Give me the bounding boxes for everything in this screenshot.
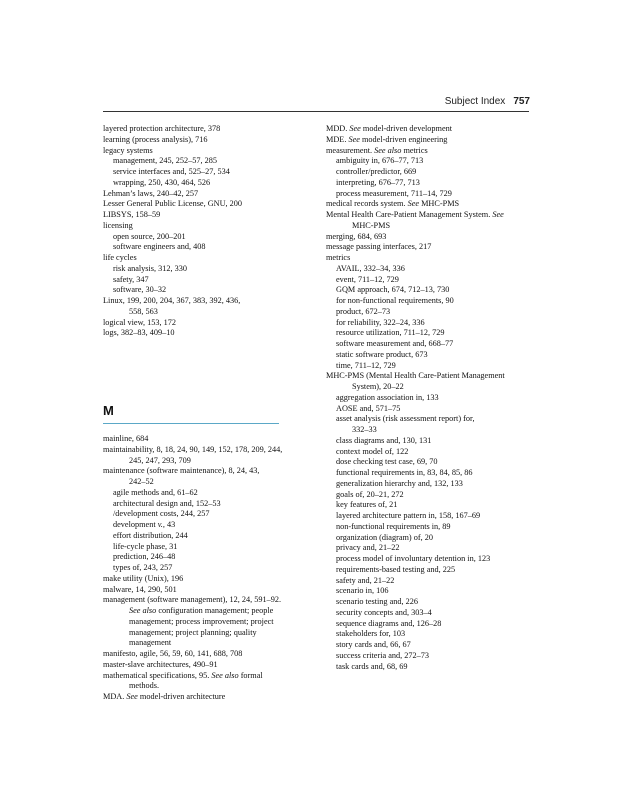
index-entry: time, 711–12, 729	[336, 360, 396, 370]
index-entry: GQM approach, 674, 712–13, 730	[336, 285, 450, 295]
index-entry: for non-functional requirements, 90	[336, 296, 454, 305]
index-entry: learning (process analysis), 716	[103, 134, 208, 144]
index-entry: See also configuration management; people	[129, 606, 274, 615]
index-entry: legacy systems	[103, 145, 153, 155]
index-entry: class diagrams and, 130, 131	[336, 435, 432, 445]
index-entry: management; process improvement; project	[129, 616, 274, 626]
index-entry: 558, 563	[129, 306, 158, 316]
index-entry: mainline, 684	[103, 434, 149, 443]
index-entry: life-cycle phase, 31	[113, 541, 178, 551]
index-entry: layered protection architecture, 378	[103, 124, 221, 133]
index-entry: life cycles	[103, 253, 137, 262]
index-entry: dose checking test case, 69, 70	[336, 457, 438, 467]
page-number: 757	[513, 96, 530, 107]
index-entry: prediction, 246–48	[113, 552, 176, 562]
index-entry: Lehman’s laws, 240–42, 257	[103, 188, 199, 198]
index-entry: MDD. See model-driven development	[326, 124, 453, 133]
index-entry: functional requirements in, 83, 84, 85, 86	[336, 468, 473, 477]
index-entry: sequence diagrams and, 126–28	[336, 618, 442, 628]
index-entry: stakeholders for, 103	[336, 629, 406, 639]
index-entry: generalization hierarchy and, 132, 133	[336, 478, 463, 488]
index-entry: 245, 247, 293, 709	[129, 455, 191, 465]
index-entry: master-slave architectures, 490–91	[103, 659, 218, 669]
index-entry: context model of, 122	[336, 446, 409, 456]
index-entry: layered architecture pattern in, 158, 167–69	[336, 511, 481, 520]
index-entry: LIBSYS, 158–59	[103, 210, 161, 219]
index-entry: aggregation association in, 133	[336, 392, 439, 402]
index-entry: product, 672–73	[336, 306, 391, 316]
index-entry: software engineers and, 408	[113, 242, 206, 252]
index-entry: mathematical specifications, 95. See also formal	[103, 670, 263, 680]
index-entry: safety, 347	[113, 274, 149, 284]
index-entry: static software product, 673	[336, 349, 428, 359]
index-entry: types of, 243, 257	[113, 563, 173, 572]
index-entry: story cards and, 66, 67	[336, 640, 411, 649]
index-entry: methods.	[129, 681, 160, 691]
index-entry: management (software management), 12, 24, 591–92.	[103, 595, 282, 605]
index-entry: merging, 684, 693	[326, 231, 387, 241]
index-entry: management; project planning; quality	[129, 627, 257, 637]
index-entry: success criteria and, 272–73	[336, 650, 430, 660]
index-entry: AOSE and, 571–75	[336, 403, 401, 413]
index-entry: organization (diagram) of, 20	[336, 532, 433, 542]
index-entry: event, 711–12, 729	[336, 274, 399, 284]
index-entry: medical records system. See MHC-PMS	[326, 199, 460, 209]
index-entry: System), 20–22	[352, 382, 404, 391]
entries-m-right	[326, 124, 531, 672]
index-entry: logical view, 153, 172	[103, 317, 177, 327]
header-rule	[103, 111, 529, 112]
index-entry: management	[129, 638, 172, 648]
index-entry: 242–52	[129, 477, 154, 486]
index-entry: ambiguity in, 676–77, 713	[336, 156, 424, 166]
right-column	[326, 124, 531, 672]
index-entry: wrapping, 250, 430, 464, 526	[113, 177, 211, 187]
index-entry: logs, 382–83, 409–10	[103, 328, 175, 338]
index-entry: /development costs, 244, 257	[113, 509, 210, 519]
index-entry: Linux, 199, 200, 204, 367, 383, 392, 436,	[103, 296, 241, 305]
index-entry: MDE. See model-driven engineering	[326, 134, 448, 144]
index-entry: 332–33	[352, 425, 377, 434]
section-rule	[103, 423, 279, 424]
index-entry: non-functional requirements in, 89	[336, 521, 451, 531]
index-entry: open source, 200–201	[113, 231, 186, 241]
index-entry: safety and, 21–22	[336, 575, 395, 585]
index-entry: scenario in, 106	[336, 586, 389, 596]
index-entry: MHC-PMS (Mental Health Care-Patient Management	[326, 371, 505, 381]
index-entry: goals of, 20–21, 272	[336, 489, 404, 499]
index-entry: management, 245, 252–57, 285	[113, 156, 218, 166]
index-entry: Mental Health Care-Patient Management System. See	[326, 210, 504, 219]
section-gap	[103, 339, 303, 403]
index-entry: Lesser General Public License, GNU, 200	[103, 199, 243, 209]
index-entry: metrics	[326, 253, 351, 262]
header-title: Subject Index	[444, 96, 506, 107]
index-entry: requirements-based testing and, 225	[336, 564, 456, 574]
index-entry: licensing	[103, 220, 133, 230]
index-entry: architectural design and, 152–53	[113, 498, 221, 508]
entries-l	[103, 124, 303, 339]
index-entry: key features of, 21	[336, 500, 398, 510]
index-entry: privacy and, 21–22	[336, 543, 400, 553]
index-entry: software, 30–32	[113, 285, 167, 295]
index-entry: make utility (Unix), 196	[103, 573, 184, 583]
index-entry: MDA. See model-driven architecture	[103, 692, 226, 701]
left-column	[103, 124, 303, 703]
index-entry: MHC-PMS	[352, 220, 391, 230]
index-entry: maintenance (software maintenance), 8, 24, 43,	[103, 466, 260, 476]
index-entry: message passing interfaces, 217	[326, 242, 432, 252]
index-entry: malware, 14, 290, 501	[103, 584, 177, 594]
index-entry: service interfaces and, 525–27, 534	[113, 167, 230, 176]
index-entry: resource utilization, 711–12, 729	[336, 328, 445, 338]
section-letter-m: M	[103, 403, 114, 418]
index-entry: manifesto, agile, 56, 59, 60, 141, 688, 708	[103, 649, 243, 658]
index-entry: security concepts and, 303–4	[336, 607, 432, 617]
index-entry: effort distribution, 244	[113, 530, 188, 540]
index-entry: agile methods and, 61–62	[113, 487, 198, 497]
index-entry: software measurement and, 668–77	[336, 339, 454, 348]
index-entry: process measurement, 711–14, 729	[336, 188, 452, 198]
index-entry: process model of involuntary detention in, 123	[336, 554, 491, 563]
index-entry: interpreting, 676–77, 713	[336, 177, 420, 187]
entries-m-left	[103, 434, 303, 703]
index-entry: asset analysis (risk assessment report) for,	[336, 414, 475, 424]
index-entry: task cards and, 68, 69	[336, 661, 408, 671]
index-entry: risk analysis, 312, 330	[113, 263, 188, 273]
index-entry: controller/predictor, 669	[336, 167, 417, 176]
index-entry: scenario testing and, 226	[336, 597, 419, 606]
index-entry: AVAIL, 332–34, 336	[336, 263, 405, 273]
index-entry: measurement. See also metrics	[326, 145, 428, 155]
index-entry: for reliability, 322–24, 336	[336, 317, 425, 327]
running-header	[0, 96, 530, 107]
index-entry: maintainability, 8, 18, 24, 90, 149, 152, 178, 209, 244,	[103, 444, 283, 454]
index-entry: development v., 43	[113, 520, 176, 529]
